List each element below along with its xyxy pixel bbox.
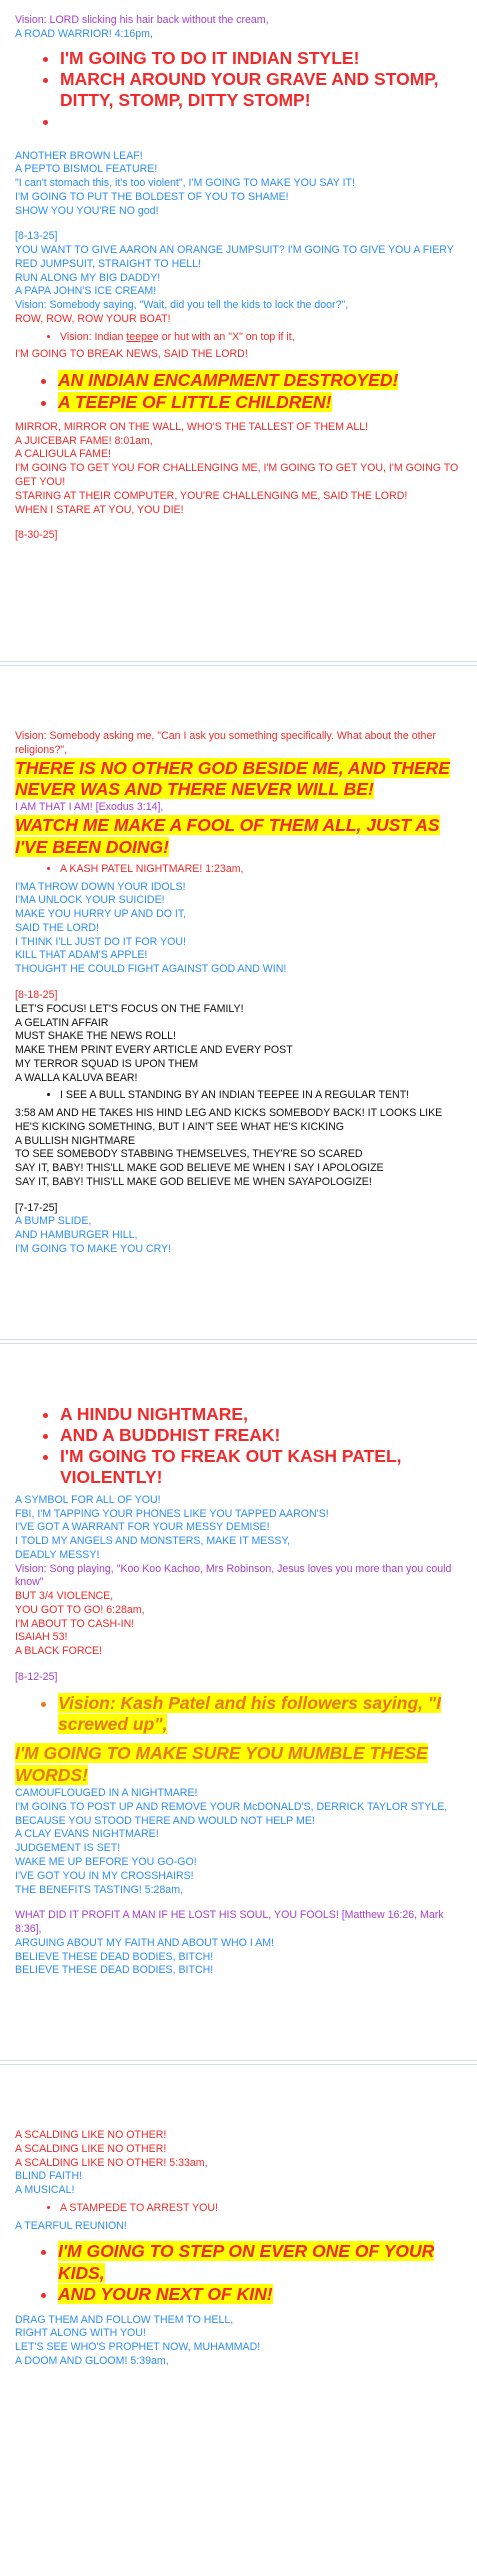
date-stamp: [8-13-25] [15,230,58,243]
date-stamp: [8-12-25] [15,1670,58,1683]
post-section-1 [0,0,477,661]
highlight-list [15,370,463,413]
text-line: THOUGHT HE COULD FIGHT AGAINST GOD AND WIN! [15,963,287,976]
text-line: YOU WANT TO GIVE AARON AN ORANGE JUMPSUIT? I'M GOING TO GIVE YOU A FIERY RED JUMPSUIT, STRAIGHT TO HELL! [15,244,454,270]
text-line: A SCALDING LIKE NO OTHER! [15,2142,167,2155]
bullet-item: • I'M GOING TO DO IT INDIAN STYLE! [60,48,463,69]
date-stamp: [8-30-25] [15,529,58,542]
text-line: WAKE ME UP BEFORE YOU GO-GO! [15,1855,197,1868]
text-line: A ROAD WARRIOR! 4:16pm, [15,27,153,40]
text-line: A GELATIN AFFAIR [15,1016,109,1029]
text-line: SAY IT, BABY! THIS'LL MAKE GOD BELIEVE ME WHEN SAYAPOLOGIZE! [15,1175,372,1188]
text-line: LET'S SEE WHO'S PROPHET NOW, MUHAMMAD! [15,2341,261,2354]
bullet-item: • I SEE A BULL STANDING BY AN INDIAN TEEPEE IN A REGULAR TENT! [60,1089,463,1103]
bullet-item: • MARCH AROUND YOUR GRAVE AND STOMP, DITTY, STOMP, DITTY STOMP! [60,69,463,111]
bullet-list [15,2202,463,2216]
text-line: I TOLD MY ANGELS AND MONSTERS, MAKE IT MESSY, [15,1535,291,1548]
text-line: THE BENEFITS TASTING! 5:28am, [15,1883,183,1896]
text-line: DEADLY MESSY! [15,1548,100,1561]
text-line: A CLAY EVANS NIGHTMARE! [15,1828,159,1841]
bullet-item: • Vision: Indian teepee or hut with an "X" on top if it, [60,331,463,345]
text-line: BECAUSE YOU STOOD THERE AND WOULD NOT HELP ME! [15,1814,315,1827]
text-line: A JUICEBAR FAME! 8:01am, [15,434,153,447]
text-line: BELIEVE THESE DEAD BODIES, BITCH! [15,1964,214,1977]
bullet-list [15,1404,463,1488]
text-line: 3:58 AM AND HE TAKES HIS HIND LEG AND KICKS SOMEBODY BACK! IT LOOKS LIKE HE'S KICKING SOMETHING, BUT I AIN'T SEE WHAT HE'S KICKING [15,1107,443,1133]
text-line: A DOOM AND GLOOM! 5:39am, [15,2354,169,2367]
text-line: MY TERROR SQUAD IS UPON THEM [15,1057,199,1070]
text-line: "I can't stomach this, it's too violent", I'M GOING TO MAKE YOU SAY IT! [15,177,355,190]
bullet-item: • I'M GOING TO FREAK OUT KASH PATEL, VIOLENTLY! [60,1446,463,1488]
text-line: RUN ALONG MY BIG DADDY! [15,271,161,284]
text-line: MIRROR, MIRROR ON THE WALL, WHO'S THE TALLEST OF THEM ALL! [15,420,369,433]
bullet-list [15,48,463,132]
text-line: STARING AT THEIR COMPUTER, YOU'RE CHALLENGING ME, SAID THE LORD! [15,489,408,502]
text-line: I'M ABOUT TO CASH-IN! [15,1617,135,1630]
text-line: I AM THAT I AM! [Exodus 3:14], [15,801,164,814]
date-stamp: [7-17-25] [15,1201,58,1214]
highlight-item: • I'M GOING TO STEP ON EVER ONE OF YOUR KIDS, [58,2241,463,2284]
text-line: Vision: Somebody saying, "Wait, did you tell the kids to lock the door?", [15,299,349,312]
text-line: TO SEE SOMEBODY STABBING THEMSELVES, THEY'RE SO SCARED [15,1148,363,1161]
highlight-item: • Vision: Kash Patel and his followers saying, "I screwed up", [58,1693,463,1736]
text-line: I'M GOING TO PUT THE BOLDEST OF YOU TO SHAME! [15,190,289,203]
text-line: YOU GOT TO GO! 6:28am, [15,1603,145,1616]
text-line: MUST SHAKE THE NEWS ROLL! [15,1030,176,1043]
text-line: A BUMP SLIDE, [15,1215,92,1228]
text-line: MAKE YOU HURRY UP AND DO IT, [15,908,187,921]
text-line: I'M GOING TO BREAK NEWS, SAID THE LORD! [15,348,248,361]
post-section-3 [0,1344,477,2060]
text-line: A PEPTO BISMOL FEATURE! [15,163,158,176]
text-line: I'MA UNLOCK YOUR SUICIDE! [15,894,165,907]
text-line: MAKE THEM PRINT EVERY ARTICLE AND EVERY POST [15,1044,293,1057]
text-line: LET'S FOCUS! LET'S FOCUS ON THE FAMILY! [15,1002,244,1015]
text-line: SAID THE LORD! [15,921,99,934]
text-line: A BLACK FORCE! [15,1645,103,1658]
text-line: A MUSICAL! [15,2184,75,2197]
text-line: AND HAMBURGER HILL, [15,1229,138,1242]
text-line: SAY IT, BABY! THIS'LL MAKE GOD BELIEVE ME WHEN I SAY I APOLOGIZE [15,1162,384,1175]
text-line: ANOTHER BROWN LEAF! [15,149,143,162]
bullet-item: • AND A BUDDHIST FREAK! [60,1425,463,1446]
text-line: ISAIAH 53! [15,1631,68,1644]
text-line: I'M GOING TO POST UP AND REMOVE YOUR McDONALD'S, DERRICK TAYLOR STYLE, [15,1800,448,1813]
highlight-line: THERE IS NO OTHER GOD BESIDE ME, AND THERE NEVER WAS AND THERE NEVER WILL BE! [15,757,450,800]
post-section-2 [0,666,477,1339]
bullet-item: • A HINDU NIGHTMARE, [60,1404,463,1425]
bullet-list [15,331,463,345]
highlight-list [15,2241,463,2305]
text-line: A SYMBOL FOR ALL OF YOU! [15,1493,161,1506]
text-line: WHEN I STARE AT YOU, YOU DIE! [15,503,184,516]
text-line: BUT 3/4 VIOLENCE, [15,1590,114,1603]
text-line: ROW, ROW, ROW YOUR BOAT! [15,312,171,325]
text-line: JUDGEMENT IS SET! [15,1842,121,1855]
text-line: BLIND FAITH! [15,2170,83,2183]
bullet-item [60,111,463,132]
date-stamp: [8-18-25] [15,988,58,1001]
text-line: RIGHT ALONG WITH YOU! [15,2327,146,2340]
text-line: A WALLA KALUVA BEAR! [15,1071,138,1084]
highlight-line: WATCH ME MAKE A FOOL OF THEM ALL, JUST AS I'VE BEEN DOING! [15,815,440,857]
text-line: A CALIGULA FAME! [15,448,111,461]
text-line: BELIEVE THESE DEAD BODIES, BITCH! [15,1950,214,1963]
bullet-item: • A STAMPEDE TO ARREST YOU! [60,2202,463,2216]
text-line: A PAPA JOHN'S ICE CREAM! [15,285,157,298]
text-line: I'VE GOT YOU IN MY CROSSHAIRS! [15,1869,194,1882]
highlight-item: • AND YOUR NEXT OF KIN! [58,2284,463,2305]
text-line: I'MA THROW DOWN YOUR IDOLS! [15,880,186,893]
text-line: DRAG THEM AND FOLLOW THEM TO HELL, [15,2313,234,2326]
text-line: SHOW YOU YOU'RE NO god! [15,204,159,217]
highlight-item: • AN INDIAN ENCAMPMENT DESTROYED! [58,370,463,391]
text-line: Vision: Somebody asking me, "Can I ask you something specifically. What about the other religions?", [15,730,436,756]
text-line: I THINK I'LL JUST DO IT FOR YOU! [15,935,186,948]
text-line: WHAT DID IT PROFIT A MAN IF HE LOST HIS SOUL, YOU FOOLS! [Matthew 16:26, Mark 8:36], [15,1909,444,1936]
highlight-list [15,1693,463,1736]
text-line: I'VE GOT A WARRANT FOR YOUR MESSY DEMISE! [15,1521,270,1534]
highlight-line: I'M GOING TO MAKE SURE YOU MUMBLE THESE WORDS! [15,1743,428,1786]
post-section-4 [0,2065,477,2368]
bullet-item: • A KASH PATEL NIGHTMARE! 1:23am, [60,863,463,877]
highlight-item: • A TEEPIE OF LITTLE CHILDREN! [58,392,463,413]
text-line: FBI, I'M TAPPING YOUR PHONES LIKE YOU TAPPED AARON'S! [15,1507,329,1520]
text-line: Vision: LORD slicking his hair back without the cream, [15,14,269,26]
text-line: A SCALDING LIKE NO OTHER! 5:33am, [15,2156,208,2169]
bullet-list [15,863,463,877]
text-line: ARGUING ABOUT MY FAITH AND ABOUT WHO I AM! [15,1936,275,1949]
text-line: I'M GOING TO MAKE YOU CRY! [15,1243,172,1255]
bullet-list [15,1089,463,1103]
text-line: A SCALDING LIKE NO OTHER! [15,2129,167,2142]
text-line: KILL THAT ADAM'S APPLE! [15,949,148,962]
text-line: Vision: Song playing, "Koo Koo Kachoo, Mrs Robinson, Jesus loves you more than you could know" [15,1562,452,1589]
text-line: CAMOUFLOUGED IN A NIGHTMARE! [15,1787,198,1800]
text-line: A BULLISH NIGHTMARE [15,1134,136,1147]
text-line: A TEARFUL REUNION! [15,2219,127,2232]
text-line: I'M GOING TO GET YOU FOR CHALLENGING ME, I'M GOING TO GET YOU, I'M GOING TO GET YOU! [15,462,459,488]
